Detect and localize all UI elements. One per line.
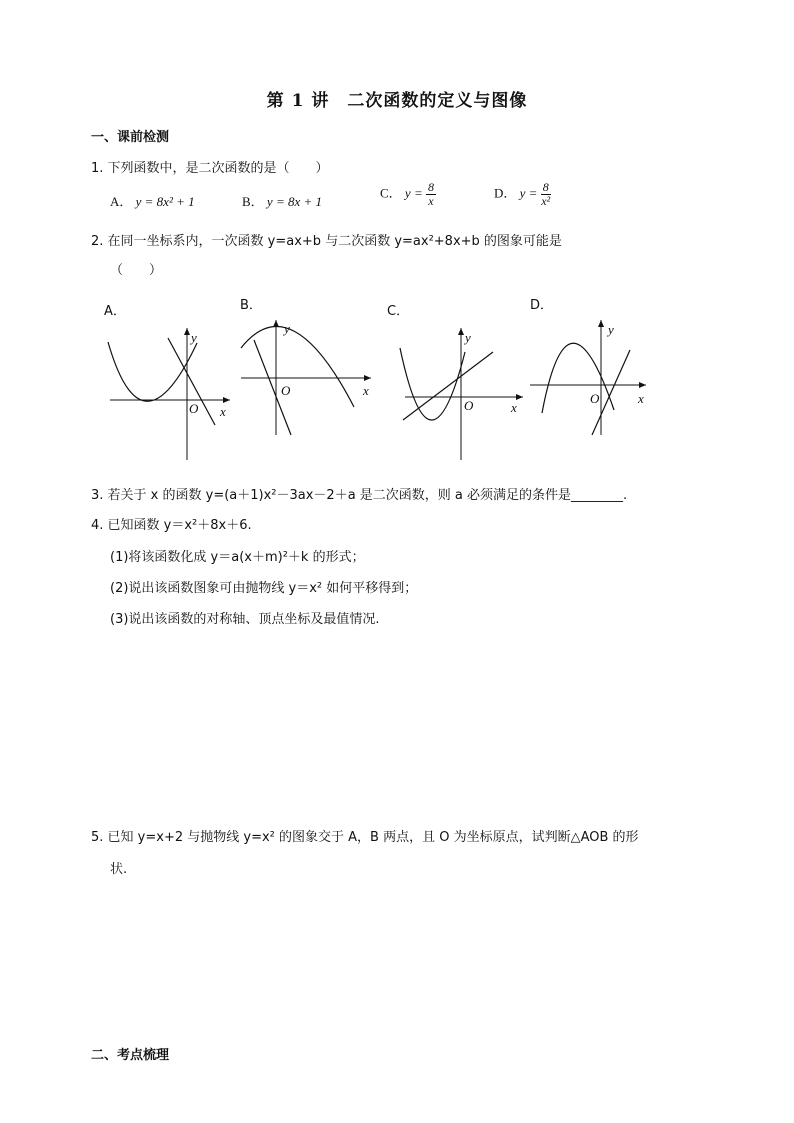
option-c-lhs: y = — [404, 185, 423, 201]
page-title: 第 1 讲 二次函数的定义与图像 — [266, 91, 528, 111]
graph-d-label: D． — [530, 298, 554, 313]
question-2-paren: （ ） — [110, 263, 163, 278]
graph-a-y-arrow-icon — [184, 328, 190, 335]
graph-b-label: B． — [240, 298, 262, 313]
graph-c-x-arrow-icon — [516, 394, 523, 400]
section-heading-pretest: 一、课前检测 — [91, 130, 170, 145]
graph-d-x-label: x — [638, 391, 644, 406]
option-d-denominator: x² — [541, 194, 551, 209]
graph-a-parabola — [108, 342, 197, 401]
option-d-lhs: y = — [519, 185, 538, 201]
graph-a-y-label: y — [191, 330, 197, 345]
option-c-denominator: x — [428, 194, 434, 209]
question-1-option-d — [494, 181, 551, 208]
graph-b-parabola — [241, 327, 354, 407]
graph-b-origin-label: O — [281, 383, 291, 398]
option-d-fraction — [541, 181, 551, 208]
graph-d-parabola — [542, 343, 614, 413]
graph-c-label: C． — [387, 304, 410, 319]
graph-a-origin-label: O — [189, 401, 199, 416]
graph-d-origin-label: O — [590, 391, 600, 406]
question-4-stem: 4. 已知函数 y＝x²＋8x＋6. — [91, 518, 252, 533]
graph-c-origin-label: O — [464, 398, 474, 413]
option-c-label: C． — [380, 185, 402, 201]
question-1-option-b — [242, 191, 322, 210]
graph-d-y-arrow-icon — [598, 320, 604, 327]
graph-a-x-arrow-icon — [223, 397, 230, 403]
question-4-part-2: (2)说出该函数图象可由抛物线 y＝x² 如何平移得到； — [110, 581, 418, 596]
question-3-stem: 3. 若关于 x 的函数 y=(a＋1)x²－3ax－2＋a 是二次函数，则 a 必须满足的条件是________. — [91, 488, 628, 503]
option-b-expression: y = 8x + 1 — [266, 194, 323, 209]
graph-d-x-arrow-icon — [639, 382, 646, 388]
question-1-option-a — [110, 191, 195, 210]
option-a-label: A． — [110, 194, 133, 209]
graph-b-y-label: y — [284, 321, 290, 336]
graph-c-line — [403, 352, 493, 420]
question-2-stem: 2. 在同一坐标系内，一次函数 y=ax+b 与二次函数 y=ax²+8x+b 的图象可能是 — [91, 234, 562, 249]
graph-c-parabola — [400, 348, 465, 420]
graph-b — [236, 315, 376, 440]
graph-b-x-label: x — [363, 383, 369, 398]
graph-c-x-label: x — [511, 400, 517, 415]
option-a-expression: y = 8x² + 1 — [135, 194, 195, 209]
question-1-option-c — [380, 181, 436, 208]
graph-d-y-label: y — [608, 322, 614, 337]
graph-a-label: A． — [104, 304, 126, 319]
question-5-line-2: 状. — [110, 862, 128, 877]
graph-c-y-arrow-icon — [458, 328, 464, 335]
section-heading-review: 二、考点梳理 — [91, 1048, 170, 1063]
option-d-label: D． — [494, 185, 517, 201]
option-b-label: B． — [242, 194, 264, 209]
option-c-numerator: 8 — [427, 180, 434, 194]
graph-b-x-arrow-icon — [364, 375, 371, 381]
graph-d — [528, 315, 653, 440]
graph-c-y-label: y — [465, 330, 471, 345]
question-4-part-1: (1)将该函数化成 y＝a(x＋m)²＋k 的形式； — [110, 550, 365, 565]
question-1-stem: 1. 下列函数中，是二次函数的是（ ） — [91, 161, 329, 176]
question-5-line-1: 5. 已知 y=x+2 与抛物线 y=x² 的图象交于 A，B 两点，且 O 为坐标原点，试判断△AOB 的形 — [91, 830, 639, 845]
graph-a-x-label: x — [220, 404, 226, 419]
question-4-part-3: (3)说出该函数的对称轴、顶点坐标及最值情况. — [110, 612, 380, 627]
graph-a — [100, 320, 240, 465]
graph-c — [395, 320, 530, 465]
option-c-fraction — [426, 181, 436, 208]
option-d-numerator: 8 — [542, 180, 549, 194]
